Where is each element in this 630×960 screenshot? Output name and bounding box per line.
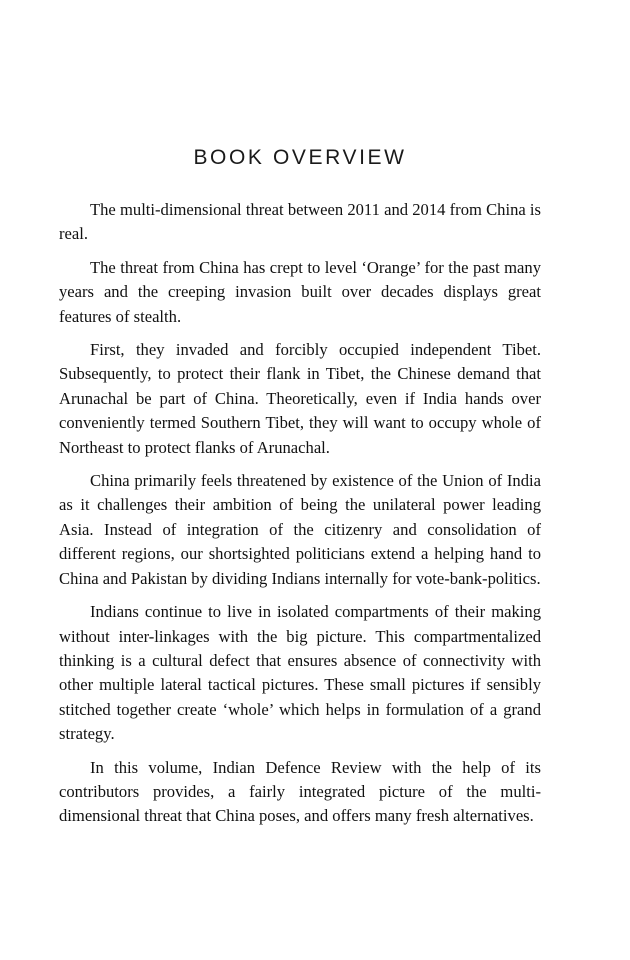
paragraph-3: First, they invaded and forcibly occupied independent Tibet. Subsequently, to protect their flank in Tibet, the Chinese demand that Arunachal be part of China. Theoretically, even if India hands over conveniently termed Southern Tibet, they will want to occupy whole of Northeast to protect flanks of Arunachal.	[59, 340, 541, 457]
overview-text	[59, 198, 541, 838]
paragraph-5: Indians continue to live in isolated compartments of their making without inter-linkages with the big picture. This compartmentalized thinking is a cultural defect that ensures absence of connectivity with other multiple lateral tactical pictures. These small pictures if sensibly stitched together create ‘whole’ which helps in formulation of a grand strategy.	[59, 602, 541, 744]
paragraph-6: In this volume, Indian Defence Review with the help of its contributors provides, a fairly integrated picture of the multi-dimensional threat that China poses, and offers many fresh alternatives.	[59, 757, 541, 826]
page-title: BOOK OVERVIEW	[193, 146, 407, 169]
paragraph-1: The multi-dimensional threat between 2011 and 2014 from China is real.	[59, 200, 541, 244]
paragraph-2: The threat from China has crept to level ‘Orange’ for the past many years and the creeping invasion built over decades displays great features of stealth.	[59, 257, 541, 326]
paragraph-4: China primarily feels threatened by existence of the Union of India as it challenges their ambition of being the unilateral power leading Asia. Instead of integration of the citizenry and consolidation of different regions, our shortsighted politicians extend a helping hand to China and Pakistan by dividing Indians internally for vote-bank-politics.	[59, 471, 541, 588]
